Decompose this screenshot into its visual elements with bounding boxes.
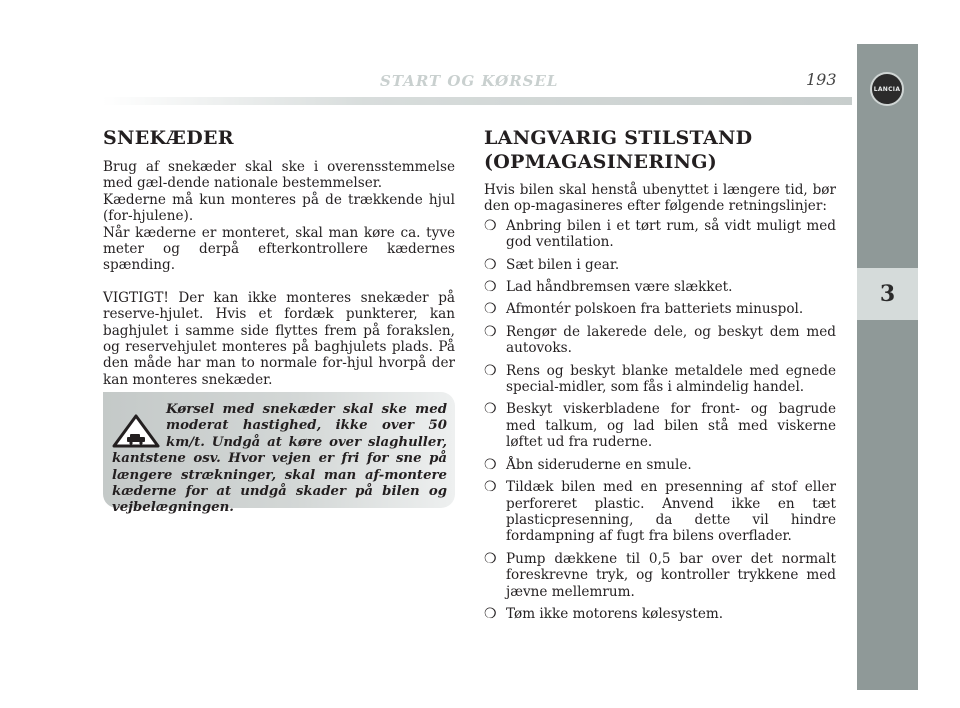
list-item-text: Åbn sideruderne en smule. <box>506 456 692 473</box>
list-item <box>484 218 836 251</box>
warning-box <box>103 392 455 516</box>
list-item-text: Rengør de lakerede dele, og beskyt dem med autovoks. <box>506 323 836 357</box>
bullet-icon: ❍ <box>484 301 497 318</box>
list-item <box>484 479 836 545</box>
list-item <box>484 324 836 357</box>
bullet-icon: ❍ <box>484 362 497 379</box>
bullet-icon: ❍ <box>484 456 497 473</box>
list-item <box>484 457 836 473</box>
paragraph: Når kæderne er monteret, skal man køre ca. tyve meter og derpå efterkontrollere kædernes spænding. <box>103 224 455 274</box>
list-item-text: Afmontér polskoen fra batteriets minuspol. <box>506 301 804 318</box>
list-item-text: Tildæk bilen med en presenning af stof eller perforeret plastic. Anvend ikke en tæt plasticpresenning, da dette vil hindre fordampning af fugt fra bilens overflader. <box>506 479 836 545</box>
snow-chains-heading: SNEKÆDER <box>103 127 234 149</box>
storage-heading <box>484 126 836 174</box>
list-item <box>484 279 836 295</box>
list-item <box>484 301 836 317</box>
important-paragraph: VIGTIGT! Der kan ikke monteres snekæder på reserve-hjulet. Hvis et fordæk punkterer, kan baghjulet i samme side flyttes frem på forakslen, og reservehjulet monteres på baghjulets plads. På den måde har man to normale for-hjul hvorpå der kan monteres snekæder. <box>103 289 455 388</box>
bullet-icon: ❍ <box>484 279 497 296</box>
bullet-icon: ❍ <box>484 217 497 234</box>
list-item-text: Pump dækkene til 0,5 bar over det normalt foreskrevne tryk, og kontroller trykkene med jævne mellemrum. <box>506 550 836 600</box>
storage-checklist <box>484 218 836 623</box>
paragraph: Brug af snekæder skal ske i overensstemmelse med gæl-dende nationale bestemmelser. <box>103 159 455 192</box>
header-rule <box>102 97 852 105</box>
bullet-icon: ❍ <box>484 479 497 496</box>
list-item <box>484 257 836 273</box>
bullet-icon: ❍ <box>484 256 497 273</box>
chapter-tab[interactable] <box>857 268 918 320</box>
warning-triangle-icon <box>112 414 160 448</box>
list-item-text: Sæt bilen i gear. <box>506 256 620 273</box>
lancia-logo-icon <box>870 72 904 106</box>
page-number: 193 <box>806 70 837 89</box>
bullet-icon: ❍ <box>484 323 497 340</box>
list-item-text: Lad håndbremsen være slækket. <box>506 279 733 296</box>
storage-heading-line1: LANGVARIG STILSTAND <box>484 127 753 149</box>
list-item <box>484 401 836 450</box>
list-item <box>484 606 836 622</box>
side-strip <box>857 44 918 690</box>
section-title: START OG KØRSEL <box>380 72 559 90</box>
list-item-text: Beskyt viskerbladene for front- og bagrude med talkum, og lad bilen stå med viskerne løftet ud fra ruderne. <box>506 401 836 451</box>
paragraph: Kæderne må kun monteres på de trækkende hjul (for-hjulene). <box>103 191 455 225</box>
left-column <box>103 126 455 388</box>
bullet-icon: ❍ <box>484 550 497 567</box>
warning-text: Kørsel med snekæder skal ske med moderat hastighed, ikke over 50 km/t. Undgå at køre over slaghuller, kantstene osv. Hvor vejen er fri for sne på længere strækninger, skal man af-montere kæderne for at undgå skader på bilen og vejbelægningen. <box>112 402 447 516</box>
list-item <box>484 551 836 600</box>
list-item-text: Anbring bilen i et tørt rum, så vidt muligt med god ventilation. <box>506 217 836 251</box>
right-column <box>484 126 836 628</box>
list-item-text: Rens og beskyt blanke metaldele med egnede special-midler, som fås i almindelig handel. <box>506 362 836 396</box>
chapter-number: 3 <box>879 281 896 307</box>
bullet-icon: ❍ <box>484 605 497 622</box>
bullet-icon: ❍ <box>484 401 497 418</box>
logo-text: LANCIA <box>873 85 901 93</box>
list-item <box>484 363 836 396</box>
intro-paragraph: Hvis bilen skal henstå ubenyttet i længere tid, bør den op-magasineres efter følgende retningslinjer: <box>484 182 836 215</box>
storage-heading-line2: (OPMAGASINERING) <box>484 151 718 173</box>
list-item-text: Tøm ikke motorens kølesystem. <box>506 605 724 622</box>
